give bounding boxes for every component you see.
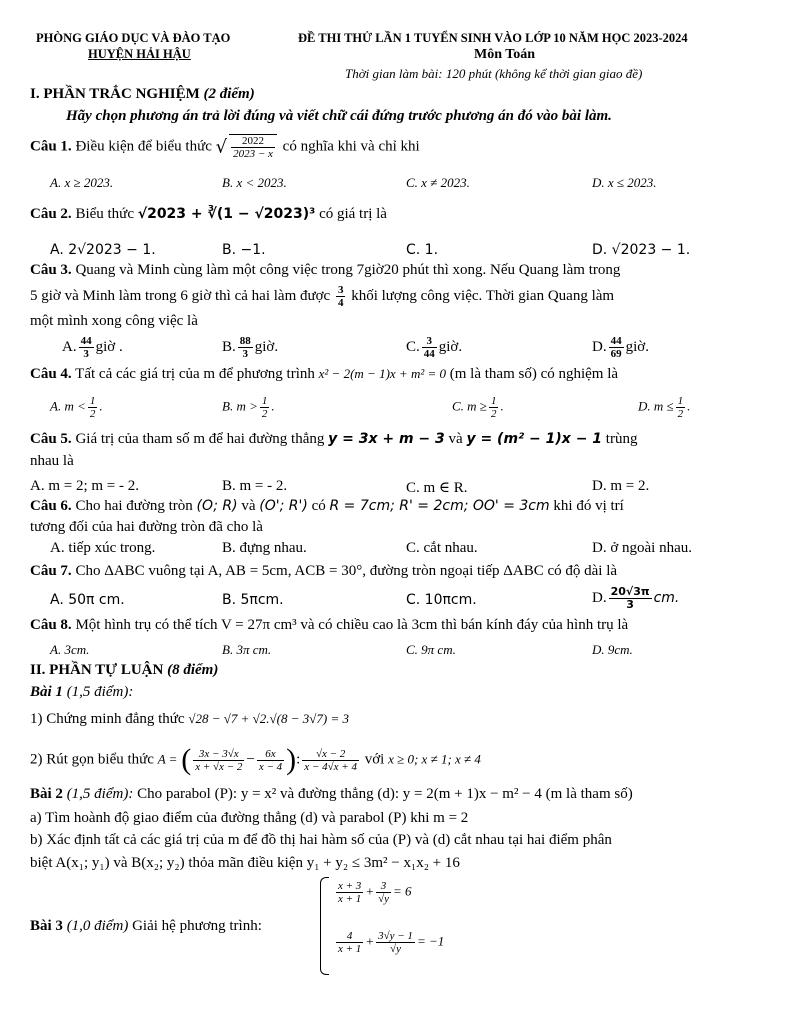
q1-option-a: A. x ≥ 2023.	[50, 175, 114, 190]
bai3-text: Giải hệ phương trình:	[132, 918, 262, 934]
q7-option-c: C. 10πcm.	[406, 592, 477, 608]
q8-option-d: D. 9cm.	[592, 642, 633, 657]
bai2-part-b-line1: b) Xác định tất cả các giá trị của m để đồ thị hai hàm số của (P) và (d) cắt nhau tại hai điểm phân	[30, 832, 612, 848]
q7-label: Câu 7.	[30, 563, 72, 579]
q5-option-b: B. m = - 2.	[222, 478, 288, 494]
part1-points: (2 điểm)	[203, 86, 255, 102]
q1-post: có nghĩa khi và chỉ khi	[282, 138, 420, 155]
q7-option-a: A. 50π cm.	[50, 592, 125, 608]
bai2-part-a: a) Tìm hoành độ giao điểm của đường thẳng (d) và parabol (P) khi m = 2	[30, 810, 469, 826]
bai2-part-b-line2: biệt A(x₁; y₁) và B(x₂; y₂) thỏa mãn điều kiện y₁ + y₂ ≤ 3m² − x₁x₂ + 16	[30, 855, 460, 871]
q8-text: Một hình trụ có thể tích V = 27π cm³ và có chiều cao là 3cm thì bán kính đáy của hình trụ là	[75, 617, 629, 633]
bai1-p1-expression: √28 − √7 + √2.√(8 − 3√7) = 3	[188, 711, 349, 726]
part1-heading	[30, 86, 255, 103]
q8-label: Câu 8.	[30, 617, 72, 633]
question-8	[30, 617, 628, 634]
q2-pre: Biểu thức	[75, 206, 134, 222]
bai1-heading	[30, 684, 133, 701]
q4-equation: x² − 2(m − 1)x + m² = 0	[318, 366, 446, 381]
q5-option-d: D. m = 2.	[592, 478, 650, 494]
bai3-points: (1,0 điểm)	[66, 918, 129, 934]
q5-line1b: trùng	[605, 431, 638, 447]
bai2-intro	[30, 786, 633, 803]
q3-option-a: A. $\frac{44}{3}$ giờ .	[62, 335, 123, 360]
q5-and: và	[448, 431, 463, 447]
subject: Môn Toán	[474, 47, 536, 62]
q4-option-a: A. m < $\frac{1}{2}$ .	[50, 395, 103, 420]
bai3-heading	[30, 918, 262, 935]
system-brace	[320, 877, 329, 975]
q2-label: Câu 2.	[30, 206, 72, 222]
q3-line2b: khối lượng công việc. Thời gian Quang làm	[351, 287, 615, 304]
bai1-p1-text: 1) Chứng minh đẳng thức	[30, 711, 185, 727]
q2-expression: √2023 + ∛(1 − √2023)³	[137, 206, 316, 222]
q4-option-d: D. m ≤ $\frac{1}{2}$ .	[638, 395, 691, 420]
q6-option-b: B. đựng nhau.	[222, 540, 307, 556]
q6-option-a: A. tiếp xúc trong.	[50, 540, 156, 556]
part2-title: II. PHẦN TỰ LUẬN	[30, 662, 164, 678]
bai1-points: (1,5 điểm):	[66, 684, 134, 700]
district-name: HUYỆN HẢI HẬU	[88, 47, 191, 61]
q7-option-d: D. $\frac{20√3\pi}{3}$ cm.	[592, 585, 680, 611]
bai1-part2: 2) Rút gọn biểu thức A = ( $\frac{3x - 3√x}{x + √x - 2}$ − $\frac{6x}{x - 4}$ ): $\frac{√x - 2}{x - 4√x + 4}$ với x ≥ 0; x ≠ 1; x ≠ 4	[30, 743, 481, 776]
q3-line2a: 5 giờ và Minh làm trong 6 giờ thì cả hai làm được	[30, 287, 331, 304]
q3-option-d: D. $\frac{44}{69}$ giờ.	[592, 335, 649, 360]
right-paren: )	[286, 743, 297, 776]
q5-eq2: y = (m² − 1)x − 1	[466, 431, 603, 447]
department-name: PHÒNG GIÁO DỤC VÀ ĐÀO TẠO	[36, 31, 231, 45]
q3-option-c: C. $\frac{3}{44}$ giờ.	[406, 335, 463, 360]
q5-line1a: Giá trị của tham số m để hai đường thẳng	[75, 431, 325, 447]
exam-title: ĐỀ THI THỬ LẦN 1 TUYỂN SINH VÀO LỚP 10 NĂM HỌC 2023-2024	[298, 31, 688, 45]
left-paren: (	[181, 743, 192, 776]
bai1-title: Bài 1	[30, 684, 63, 700]
q6-circle1: (O; R)	[196, 498, 238, 514]
q2-option-d: D. √2023 − 1.	[592, 242, 691, 258]
bai1-p2-with: với	[364, 751, 385, 768]
q7-text: Cho ΔABC vuông tại A, AB = 5cm, ACB = 30°, đường tròn ngoại tiếp ΔABC có độ dài là	[75, 563, 618, 579]
bai2-title: Bài 2	[30, 786, 63, 802]
q6-circle2: (O'; R')	[259, 498, 308, 514]
q6-and: và	[241, 498, 256, 514]
question-7	[30, 563, 617, 580]
q8-option-b: B. 3π cm.	[222, 642, 272, 657]
q4-pre: Tất cả các giá trị của m để phương trình	[75, 366, 315, 382]
q1-pre: Điều kiện để biểu thức	[75, 138, 212, 155]
q4-option-c: C. m ≥ $\frac{1}{2}$ .	[452, 395, 504, 420]
q6-label: Câu 6.	[30, 498, 72, 514]
q3-label: Câu 3.	[30, 262, 72, 278]
q1-fraction: $\frac{2022}{2023 - x}$	[229, 134, 277, 160]
question-5-line1	[30, 431, 637, 448]
bai1-p2-condition: x ≥ 0; x ≠ 1; x ≠ 4	[388, 751, 481, 767]
question-3-line2	[30, 284, 614, 309]
sqrt-symbol: √	[215, 136, 228, 158]
bai3-title: Bài 3	[30, 918, 63, 934]
q4-post: (m là tham số) có nghiệm là	[449, 366, 619, 382]
bai1-part1	[30, 711, 349, 728]
bai1-p2-A: A =	[157, 751, 178, 767]
q2-option-c: C. 1.	[406, 242, 439, 258]
q8-option-a: A. 3cm.	[50, 642, 90, 657]
question-6-line1	[30, 498, 624, 515]
bai2-text: Cho parabol (P): y = x² và đường thẳng (d): y = 2(m + 1)x − m² − 4 (m là tham số)	[137, 786, 633, 802]
q6-line2: tương đối của hai đường tròn đã cho là	[30, 519, 263, 535]
q6-line1b: khi đó vị trí	[553, 498, 624, 514]
q2-option-b: B. −1.	[222, 242, 266, 258]
bai2-points: (1,5 điểm):	[66, 786, 134, 802]
time-note: Thời gian làm bài: 120 phút (không kể thời gian giao đề)	[345, 66, 643, 81]
part1-instruction: Hãy chọn phương án trả lời đúng và viết chữ cái đứng trước phương án đó vào bài làm.	[66, 108, 612, 124]
part2-points: (8 điểm)	[167, 662, 219, 678]
system-equation-1: $\frac{x + 3}{x + 1}$ + $\frac{3}{√y}$ = 6	[338, 880, 412, 905]
q6-line1a: Cho hai đường tròn	[75, 498, 193, 514]
bai1-p2-text: 2) Rút gọn biểu thức	[30, 751, 154, 768]
q3-line3: một mình xong công việc là	[30, 313, 198, 329]
q5-option-a: A. m = 2; m = - 2.	[30, 478, 139, 494]
q2-post: có giá trị là	[319, 206, 387, 222]
q6-option-d: D. ở ngoài nhau.	[592, 540, 692, 556]
q4-option-b: B. m > $\frac{1}{2}$ .	[222, 395, 275, 420]
q5-option-c: C. m ∈ R.	[406, 480, 468, 496]
question-3-line1	[30, 262, 620, 279]
q5-eq1: y = 3x + m − 3	[328, 431, 445, 447]
q4-label: Câu 4.	[30, 366, 72, 382]
part1-title: I. PHẦN TRẮC NGHIỆM	[30, 86, 200, 102]
system-equation-2: $\frac{4}{x + 1}$ + $\frac{3√y - 1}{√y}$ = −1	[338, 930, 445, 955]
q3-fraction: $\frac{3}{4}$	[337, 284, 344, 309]
q1-label: Câu 1.	[30, 138, 72, 155]
q7-option-b: B. 5πcm.	[222, 592, 284, 608]
q1-option-d: D. x ≤ 2023.	[592, 175, 657, 190]
q5-line2: nhau là	[30, 453, 74, 469]
q1-option-c: C. x ≠ 2023.	[406, 175, 470, 190]
q6-has: có	[311, 498, 326, 514]
q8-option-c: C. 9π cm.	[406, 642, 456, 657]
question-2	[30, 206, 387, 223]
q5-label: Câu 5.	[30, 431, 72, 447]
question-1	[30, 134, 420, 160]
q6-option-c: C. cắt nhau.	[406, 540, 478, 556]
q2-option-a: A. 2√2023 − 1.	[50, 242, 156, 258]
q6-values: R = 7cm; R' = 2cm; OO' = 3cm	[329, 498, 550, 514]
q3-line1: Quang và Minh cùng làm một công việc trong 7giờ20 phút thì xong. Nếu Quang làm trong	[75, 262, 621, 278]
question-4	[30, 366, 618, 383]
part2-heading	[30, 662, 218, 679]
q1-option-b: B. x < 2023.	[222, 175, 287, 190]
q3-option-b: B. $\frac{88}{3}$ giờ.	[222, 335, 279, 360]
